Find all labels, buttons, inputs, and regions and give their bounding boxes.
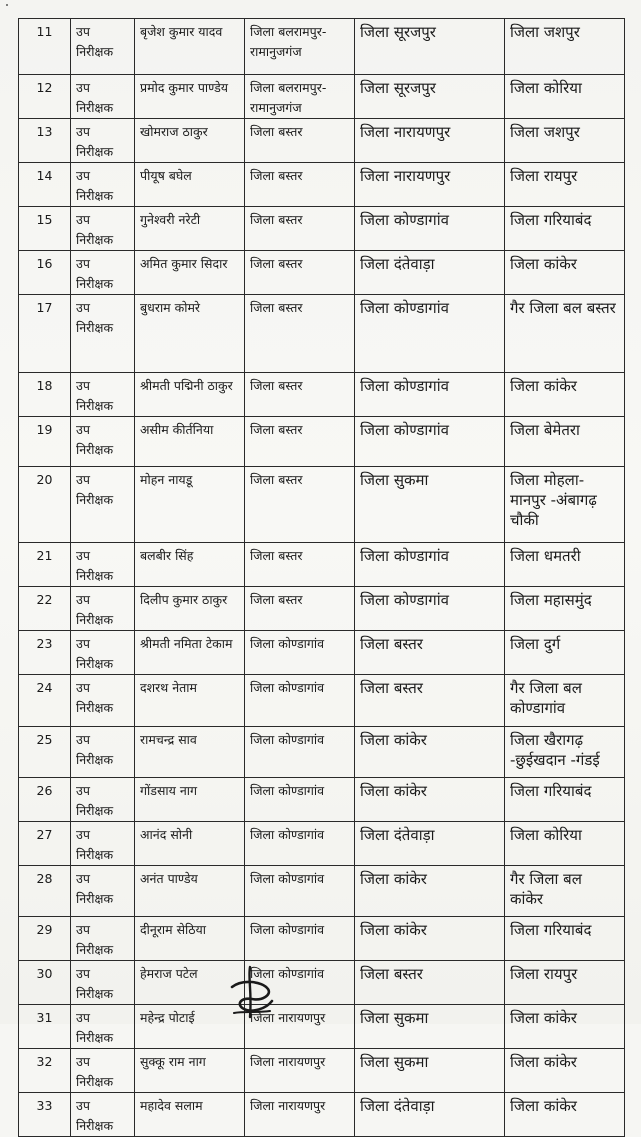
transfer-destination-cell: गैर जिला बल कांकेर — [505, 866, 625, 917]
home-district-cell: जिला बस्तर — [245, 207, 355, 251]
serial-number-cell: 15 — [19, 207, 71, 251]
current-posting-cell: जिला कोण्डागांव — [355, 295, 505, 373]
officer-name-cell: हेमराज पटेल — [135, 961, 245, 1005]
table-row — [19, 631, 625, 675]
transfer-destination-cell: जिला कोरिया — [505, 75, 625, 119]
home-district-cell: जिला नारायणपुर — [245, 1093, 355, 1137]
transfer-destination-cell: जिला गरियाबंद — [505, 778, 625, 822]
home-district-cell: जिला बस्तर — [245, 467, 355, 543]
table-row — [19, 19, 625, 75]
table-row — [19, 373, 625, 417]
table-row — [19, 543, 625, 587]
transfer-destination-cell: जिला कांकेर — [505, 373, 625, 417]
home-district-cell: जिला बस्तर — [245, 251, 355, 295]
transfer-destination-cell: जिला दुर्ग — [505, 631, 625, 675]
serial-number-cell: 30 — [19, 961, 71, 1005]
rank-cell: उप निरीक्षक — [71, 631, 135, 675]
serial-number-cell: 32 — [19, 1049, 71, 1093]
current-posting-cell: जिला कोण्डागांव — [355, 587, 505, 631]
current-posting-cell: जिला बस्तर — [355, 631, 505, 675]
table-row — [19, 1093, 625, 1137]
current-posting-cell: जिला नारायणपुर — [355, 119, 505, 163]
home-district-cell: जिला कोण्डागांव — [245, 961, 355, 1005]
home-district-cell: जिला बलरामपुर-रामानुजगंज — [245, 75, 355, 119]
officer-name-cell: महादेव सलाम — [135, 1093, 245, 1137]
officer-name-cell: गुनेश्वरी नरेटी — [135, 207, 245, 251]
officer-name-cell: खोमराज ठाकुर — [135, 119, 245, 163]
officer-name-cell: श्रीमती पद्मिनी ठाकुर — [135, 373, 245, 417]
transfer-destination-cell: जिला खैरागढ़ -छुईखदान -गंडई — [505, 727, 625, 778]
transfer-destination-cell: जिला गरियाबंद — [505, 917, 625, 961]
table-body — [19, 19, 625, 1137]
serial-number-cell: 28 — [19, 866, 71, 917]
rank-cell: उप निरीक्षक — [71, 917, 135, 961]
current-posting-cell: जिला दंतेवाड़ा — [355, 822, 505, 866]
rank-cell: उप निरीक्षक — [71, 1093, 135, 1137]
serial-number-cell: 19 — [19, 417, 71, 467]
officer-name-cell: पीयूष बघेल — [135, 163, 245, 207]
rank-cell: उप निरीक्षक — [71, 417, 135, 467]
serial-number-cell: 29 — [19, 917, 71, 961]
home-district-cell: जिला बलरामपुर-रामानुजगंज — [245, 19, 355, 75]
rank-cell: उप निरीक्षक — [71, 1005, 135, 1049]
home-district-cell: जिला बस्तर — [245, 373, 355, 417]
current-posting-cell: जिला बस्तर — [355, 675, 505, 727]
table-row — [19, 467, 625, 543]
table-row — [19, 822, 625, 866]
table-row — [19, 917, 625, 961]
officer-name-cell: दशरथ नेताम — [135, 675, 245, 727]
rank-cell: उप निरीक्षक — [71, 207, 135, 251]
current-posting-cell: जिला दंतेवाड़ा — [355, 1093, 505, 1137]
home-district-cell: जिला कोण्डागांव — [245, 917, 355, 961]
officer-name-cell: आनंद सोनी — [135, 822, 245, 866]
serial-number-cell: 24 — [19, 675, 71, 727]
current-posting-cell: जिला कांकेर — [355, 727, 505, 778]
rank-cell: उप निरीक्षक — [71, 727, 135, 778]
officer-name-cell: बुधराम कोमरे — [135, 295, 245, 373]
officer-name-cell: बृजेश कुमार यादव — [135, 19, 245, 75]
table-row — [19, 587, 625, 631]
serial-number-cell: 26 — [19, 778, 71, 822]
officer-name-cell: रामचन्द्र साव — [135, 727, 245, 778]
transfer-destination-cell: जिला रायपुर — [505, 961, 625, 1005]
current-posting-cell: जिला सुकमा — [355, 1005, 505, 1049]
officer-name-cell: गोंडसाय नाग — [135, 778, 245, 822]
home-district-cell: जिला कोण्डागांव — [245, 727, 355, 778]
rank-cell: उप निरीक्षक — [71, 778, 135, 822]
serial-number-cell: 22 — [19, 587, 71, 631]
current-posting-cell: जिला कोण्डागांव — [355, 543, 505, 587]
transfer-destination-cell: जिला रायपुर — [505, 163, 625, 207]
current-posting-cell: जिला सुकमा — [355, 467, 505, 543]
serial-number-cell: 18 — [19, 373, 71, 417]
current-posting-cell: जिला कोण्डागांव — [355, 373, 505, 417]
rank-cell: उप निरीक्षक — [71, 866, 135, 917]
table-row — [19, 727, 625, 778]
home-district-cell: जिला कोण्डागांव — [245, 822, 355, 866]
transfer-destination-cell: जिला कांकेर — [505, 1005, 625, 1049]
current-posting-cell: जिला कांकेर — [355, 778, 505, 822]
rank-cell: उप निरीक्षक — [71, 19, 135, 75]
officer-name-cell: अनंत पाण्डेय — [135, 866, 245, 917]
current-posting-cell: जिला सूरजपुर — [355, 75, 505, 119]
current-posting-cell: जिला सूरजपुर — [355, 19, 505, 75]
table-row — [19, 1005, 625, 1049]
current-posting-cell: जिला कांकेर — [355, 866, 505, 917]
rank-cell: उप निरीक्षक — [71, 961, 135, 1005]
table-row — [19, 207, 625, 251]
rank-cell: उप निरीक्षक — [71, 543, 135, 587]
transfer-destination-cell: गैर जिला बल कोण्डागांव — [505, 675, 625, 727]
serial-number-cell: 11 — [19, 19, 71, 75]
transfer-destination-cell: जिला कांकेर — [505, 1049, 625, 1093]
rank-cell: उप निरीक्षक — [71, 587, 135, 631]
home-district-cell: जिला नारायणपुर — [245, 1005, 355, 1049]
table-row — [19, 251, 625, 295]
table-row — [19, 163, 625, 207]
transfer-destination-cell: जिला मोहला-मानपुर -अंबागढ़ चौकी — [505, 467, 625, 543]
home-district-cell: जिला कोण्डागांव — [245, 778, 355, 822]
transfer-destination-cell: जिला जशपुर — [505, 19, 625, 75]
officer-name-cell: बलबीर सिंह — [135, 543, 245, 587]
speck-mark — [6, 4, 8, 6]
serial-number-cell: 25 — [19, 727, 71, 778]
table-row — [19, 295, 625, 373]
serial-number-cell: 16 — [19, 251, 71, 295]
transfer-destination-cell: जिला कांकेर — [505, 1093, 625, 1137]
signature-mark — [226, 965, 276, 1021]
home-district-cell: जिला बस्तर — [245, 119, 355, 163]
home-district-cell: जिला कोण्डागांव — [245, 866, 355, 917]
table-row — [19, 961, 625, 1005]
current-posting-cell: जिला दंतेवाड़ा — [355, 251, 505, 295]
officer-name-cell: मोहन नायडू — [135, 467, 245, 543]
serial-number-cell: 31 — [19, 1005, 71, 1049]
home-district-cell: जिला कोण्डागांव — [245, 675, 355, 727]
rank-cell: उप निरीक्षक — [71, 467, 135, 543]
home-district-cell: जिला कोण्डागांव — [245, 631, 355, 675]
current-posting-cell: जिला कांकेर — [355, 917, 505, 961]
serial-number-cell: 17 — [19, 295, 71, 373]
table-row — [19, 675, 625, 727]
rank-cell: उप निरीक्षक — [71, 119, 135, 163]
transfer-destination-cell: जिला महासमुंद — [505, 587, 625, 631]
transfer-destination-cell: जिला बेमेतरा — [505, 417, 625, 467]
transfer-destination-cell: जिला जशपुर — [505, 119, 625, 163]
current-posting-cell: जिला सुकमा — [355, 1049, 505, 1093]
officer-name-cell: दिलीप कुमार ठाकुर — [135, 587, 245, 631]
rank-cell: उप निरीक्षक — [71, 675, 135, 727]
rank-cell: उप निरीक्षक — [71, 295, 135, 373]
table-row — [19, 119, 625, 163]
table-row — [19, 866, 625, 917]
rank-cell: उप निरीक्षक — [71, 1049, 135, 1093]
transfer-destination-cell: गैर जिला बल बस्तर — [505, 295, 625, 373]
officer-name-cell: प्रमोद कुमार पाण्डेय — [135, 75, 245, 119]
serial-number-cell: 20 — [19, 467, 71, 543]
serial-number-cell: 13 — [19, 119, 71, 163]
serial-number-cell: 12 — [19, 75, 71, 119]
transfer-destination-cell: जिला कांकेर — [505, 251, 625, 295]
serial-number-cell: 27 — [19, 822, 71, 866]
home-district-cell: जिला बस्तर — [245, 295, 355, 373]
serial-number-cell: 21 — [19, 543, 71, 587]
table-row — [19, 417, 625, 467]
transfer-list-table — [18, 18, 625, 1137]
serial-number-cell: 23 — [19, 631, 71, 675]
officer-name-cell: अमित कुमार सिदार — [135, 251, 245, 295]
rank-cell: उप निरीक्षक — [71, 75, 135, 119]
officer-name-cell: श्रीमती नमिता टेकाम — [135, 631, 245, 675]
current-posting-cell: जिला नारायणपुर — [355, 163, 505, 207]
transfer-destination-cell: जिला कोरिया — [505, 822, 625, 866]
home-district-cell: जिला बस्तर — [245, 543, 355, 587]
transfer-destination-cell: जिला गरियाबंद — [505, 207, 625, 251]
serial-number-cell: 14 — [19, 163, 71, 207]
home-district-cell: जिला नारायणपुर — [245, 1049, 355, 1093]
rank-cell: उप निरीक्षक — [71, 822, 135, 866]
officer-name-cell: सुक्कू राम नाग — [135, 1049, 245, 1093]
rank-cell: उप निरीक्षक — [71, 163, 135, 207]
rank-cell: उप निरीक्षक — [71, 373, 135, 417]
home-district-cell: जिला बस्तर — [245, 417, 355, 467]
transfer-destination-cell: जिला धमतरी — [505, 543, 625, 587]
current-posting-cell: जिला बस्तर — [355, 961, 505, 1005]
table-row — [19, 1049, 625, 1093]
officer-name-cell: महेन्द्र पोटाई — [135, 1005, 245, 1049]
current-posting-cell: जिला कोण्डागांव — [355, 207, 505, 251]
home-district-cell: जिला बस्तर — [245, 587, 355, 631]
officer-name-cell: असीम कीर्तनिया — [135, 417, 245, 467]
rank-cell: उप निरीक्षक — [71, 251, 135, 295]
officer-name-cell: दीनूराम सेठिया — [135, 917, 245, 961]
table-row — [19, 75, 625, 119]
current-posting-cell: जिला कोण्डागांव — [355, 417, 505, 467]
serial-number-cell: 33 — [19, 1093, 71, 1137]
table-row — [19, 778, 625, 822]
home-district-cell: जिला बस्तर — [245, 163, 355, 207]
